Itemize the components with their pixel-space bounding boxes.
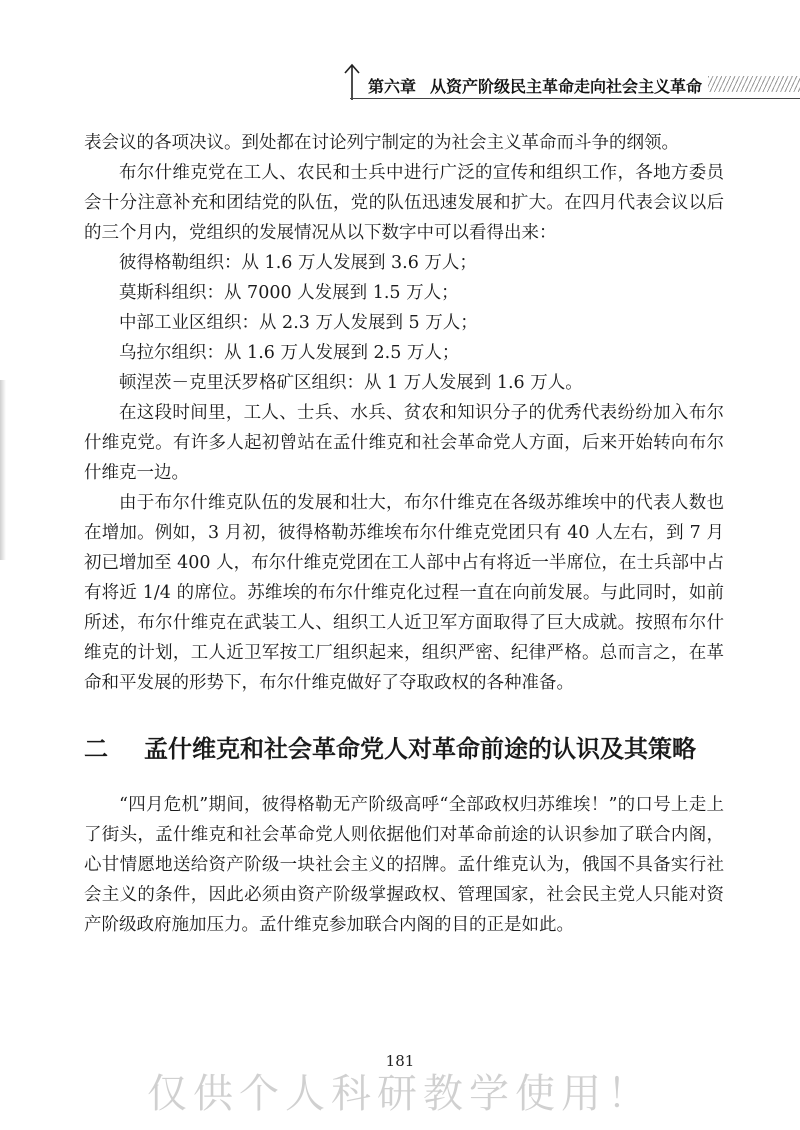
paragraph: 布尔什维克党在工人、农民和士兵中进行广泛的宣传和组织工作，各地方委员会十分注意补充和团结党的队伍，党的队伍迅速发展和扩大。在四月代表会议以后的三个月内，党组织的发展情况从以下数字中可以看得出来：	[84, 163, 724, 243]
chapter-title: 从资产阶级民主革命走向社会主义革命	[430, 77, 703, 96]
list-item: 乌拉尔组织：从 1.6 万人发展到 2.5 万人；	[119, 343, 460, 363]
list-item: 中部工业区组织：从 2.3 万人发展到 5 万人；	[119, 313, 478, 333]
page-body	[84, 128, 724, 940]
section-heading	[84, 732, 724, 766]
page-number: 181	[385, 1052, 415, 1070]
watermark: 仅供个人科研教学使用！	[147, 1071, 653, 1117]
paragraph: 由于布尔什维克队伍的发展和壮大，布尔什维克在各级苏维埃中的代表人数也在增加。例如，3 月初，彼得格勒苏维埃布尔什维克党团只有 40 人左右，到 7 月初已增加至 400 人，布尔什维克党团在工人部中占有将近一半席位，在士兵部中占有将近 1/4 的席位。苏维埃的布尔什维克化过程一直在向前发展。与此同时，如前所述，布尔什维克在武装工人、组织工人近卫军方面取得了巨大成就。按照布尔什维克的计划，工人近卫军按工厂组织起来，组织严密、纪律严格。总而言之，在革命和平发展的形势下，布尔什维克做好了夺取政权的各种准备。	[84, 493, 724, 693]
paragraph-continued: 表会议的各项决议。到处都在讨论列宁制定的为社会主义革命而斗争的纲领。	[84, 133, 679, 153]
header-rule	[350, 98, 800, 99]
running-header	[340, 62, 800, 102]
header-hatch-decoration	[708, 76, 800, 92]
chapter-heading	[368, 74, 702, 97]
paragraph: 在这段时间里，工人、士兵、水兵、贫农和知识分子的优秀代表纷纷加入布尔什维克党。有许多人起初曾站在孟什维克和社会革命党人方面，后来开始转向布尔什维克一边。	[84, 403, 724, 483]
list-item: 彼得格勒组织：从 1.6 万人发展到 3.6 万人；	[119, 253, 477, 273]
section-number: 二	[84, 735, 108, 763]
scan-edge-shadow	[0, 380, 6, 560]
section-title: 孟什维克和社会革命党人对革命前途的认识及其策略	[144, 735, 696, 763]
arrow-up-icon	[340, 62, 364, 102]
list-item: 顿涅茨－克里沃罗格矿区组织：从 1 万人发展到 1.6 万人。	[119, 373, 583, 393]
chapter-number: 第六章	[368, 77, 417, 96]
paragraph: “四月危机”期间，彼得格勒无产阶级高呼“全部政权归苏维埃！”的口号上走上了街头，孟什维克和社会革命党人则依据他们对革命前途的认识参加了联合内阁，心甘情愿地送给资产阶级一块社会主义的招牌。孟什维克认为，俄国不具备实行社会主义的条件，因此必须由资产阶级掌握政权、管理国家，社会民主党人只能对资产阶级政府施加压力。孟什维克参加联合内阁的目的正是如此。	[84, 795, 724, 935]
list-item: 莫斯科组织：从 7000 人发展到 1.5 万人；	[119, 283, 459, 303]
